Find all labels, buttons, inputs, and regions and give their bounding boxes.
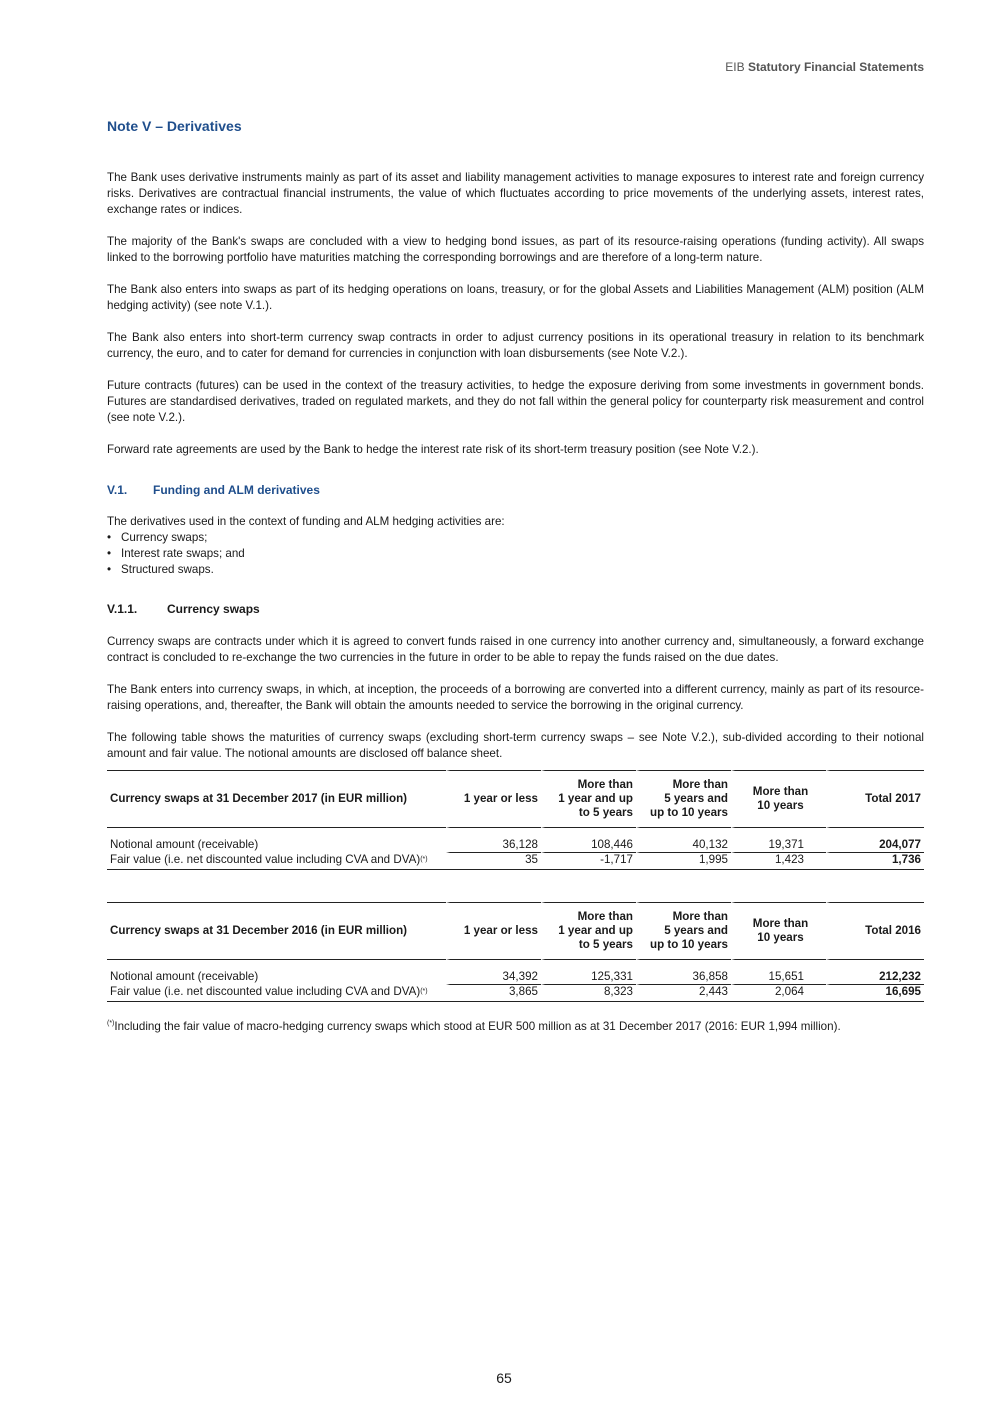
row-label: Notional amount (receivable): [110, 838, 259, 851]
paragraph: The Bank also enters into swaps as part of its hedging operations on loans, treasury, or for the global Assets and Liabilities Management (ALM) position (ALM hedging activity) (see note V.1.).: [107, 283, 924, 312]
list-item: • Interest rate swaps; and: [107, 546, 924, 562]
section-number: V.1.1.: [107, 602, 138, 616]
footnote-marker: (*): [107, 1020, 115, 1027]
table-cell: 1,995: [636, 853, 731, 870]
paragraph: The derivatives used in the context of funding and ALM hedging activities are:: [107, 515, 505, 528]
section-heading-v1: [107, 483, 924, 497]
column-header: More than 10 years: [731, 902, 826, 960]
paragraph: The Bank also enters into short-term currency swap contracts in order to adjust currency positions in its operational treasury in relation to its benchmark currency, the euro, and to cater for demand for currencies in conjunction with loan disbursements (see Note V.2.).: [107, 331, 924, 360]
column-header: More than 10 years: [731, 770, 826, 828]
table-row: [107, 853, 924, 870]
table-row: [107, 960, 924, 985]
header-title: Statutory Financial Statements: [747, 60, 924, 74]
table-cell: 35: [446, 853, 541, 870]
section-title: Funding and ALM derivatives: [153, 483, 320, 497]
table-cell: 108,446: [541, 828, 636, 853]
table-cell: 1,423: [731, 853, 826, 870]
column-header: More than 1 year and up to 5 years: [541, 902, 636, 960]
footnote-text: Including the fair value of macro-hedging currency swaps which stood at EUR 500 million as at 31 December 2017 (2016: EUR 1,994 million).: [114, 1020, 841, 1033]
paragraph: Forward rate agreements are used by the Bank to hedge the interest rate risk of its short-term treasury position (see Note V.2.).: [107, 443, 759, 456]
column-header-total: Total 2017: [826, 770, 924, 828]
currency-swaps-table-2016: [107, 902, 924, 1002]
row-label: Fair value (i.e. net discounted value including CVA and DVA)(*): [107, 853, 446, 870]
paragraph: The majority of the Bank's swaps are concluded with a view to hedging bond issues, as part of its resource-raising operations (funding activity). All swaps linked to the borrowing portfolio have maturities matching the corresponding borrowings and are therefore of a long-term nature.: [107, 235, 924, 264]
note-title: Note V – Derivatives: [107, 118, 242, 134]
main-content: [107, 118, 924, 1033]
column-header: More than 1 year and up to 5 years: [541, 770, 636, 828]
table-title: Currency swaps at 31 December 2016 (in EUR million): [107, 902, 446, 960]
table-cell: 8,323: [541, 985, 636, 1002]
table-cell-total: 204,077: [826, 828, 924, 853]
list-item: • Currency swaps;: [107, 530, 924, 546]
paragraph: Currency swaps are contracts under which it is agreed to convert funds raised in one currency into another currency and, simultaneously, a forward exchange contract is concluded to re-exchange the two currencies in the future in order to be able to repay the funds raised on the due dates.: [107, 635, 924, 664]
table-row: [107, 828, 924, 853]
table-row: [107, 985, 924, 1002]
table-cell: 125,331: [541, 960, 636, 985]
running-header: [725, 60, 924, 74]
table-cell-total: 16,695: [826, 985, 924, 1002]
paragraph: The Bank uses derivative instruments mainly as part of its asset and liability management activities to manage exposures to interest rate and foreign currency risks. Derivatives are contractual financial instruments, the value of which fluctuates according to price movements of the underlying assets, interest rates, exchange rates or indices.: [107, 171, 924, 216]
section-number: V.1.: [107, 483, 128, 497]
header-prefix: EIB: [725, 60, 745, 74]
table-cell: 2,064: [731, 985, 826, 1002]
table-cell: 19,371: [731, 828, 826, 853]
table-cell-total: 1,736: [826, 853, 924, 870]
column-header-total: Total 2016: [826, 902, 924, 960]
page-number: 65: [496, 1370, 512, 1386]
table-cell: 3,865: [446, 985, 541, 1002]
table-cell: 40,132: [636, 828, 731, 853]
table-cell: 34,392: [446, 960, 541, 985]
table-cell: 36,858: [636, 960, 731, 985]
section-heading-v11: [107, 602, 924, 616]
table-cell: 15,651: [731, 960, 826, 985]
paragraph: The following table shows the maturities of currency swaps (excluding short-term currency swaps – see Note V.2.), sub-divided according to their notional amount and fair value. The notional amounts are disclosed off balance sheet.: [107, 731, 924, 760]
table-cell: 2,443: [636, 985, 731, 1002]
paragraph: Future contracts (futures) can be used in the context of the treasury activities, to hedge the exposure deriving from some investments in government bonds. Futures are standardised derivatives, traded on regulated markets, and they do not fall within the general policy for counterparty risk measurement and control (see note V.2.).: [107, 379, 924, 424]
currency-swaps-table-2017: [107, 770, 924, 870]
column-header: 1 year or less: [446, 770, 541, 828]
table-cell: 36,128: [446, 828, 541, 853]
row-label: Notional amount (receivable): [110, 970, 259, 983]
column-header: 1 year or less: [446, 902, 541, 960]
list-item: • Structured swaps.: [107, 562, 924, 578]
table-title: Currency swaps at 31 December 2017 (in EUR million): [107, 770, 446, 828]
bullet-list: [107, 530, 924, 578]
table-cell: -1,717: [541, 853, 636, 870]
table-footnote: [107, 1020, 924, 1033]
column-header: More than 5 years and up to 10 years: [636, 902, 731, 960]
row-label: Fair value (i.e. net discounted value including CVA and DVA)(*): [107, 985, 446, 1002]
column-header: More than 5 years and up to 10 years: [636, 770, 731, 828]
section-title: Currency swaps: [167, 602, 260, 616]
paragraph: The Bank enters into currency swaps, in which, at inception, the proceeds of a borrowing are converted into a different currency, mainly as part of its resource-raising operations, and, thereafter, the Bank will obtain the amounts needed to service the borrowing in the original currency.: [107, 683, 924, 712]
table-cell-total: 212,232: [826, 960, 924, 985]
